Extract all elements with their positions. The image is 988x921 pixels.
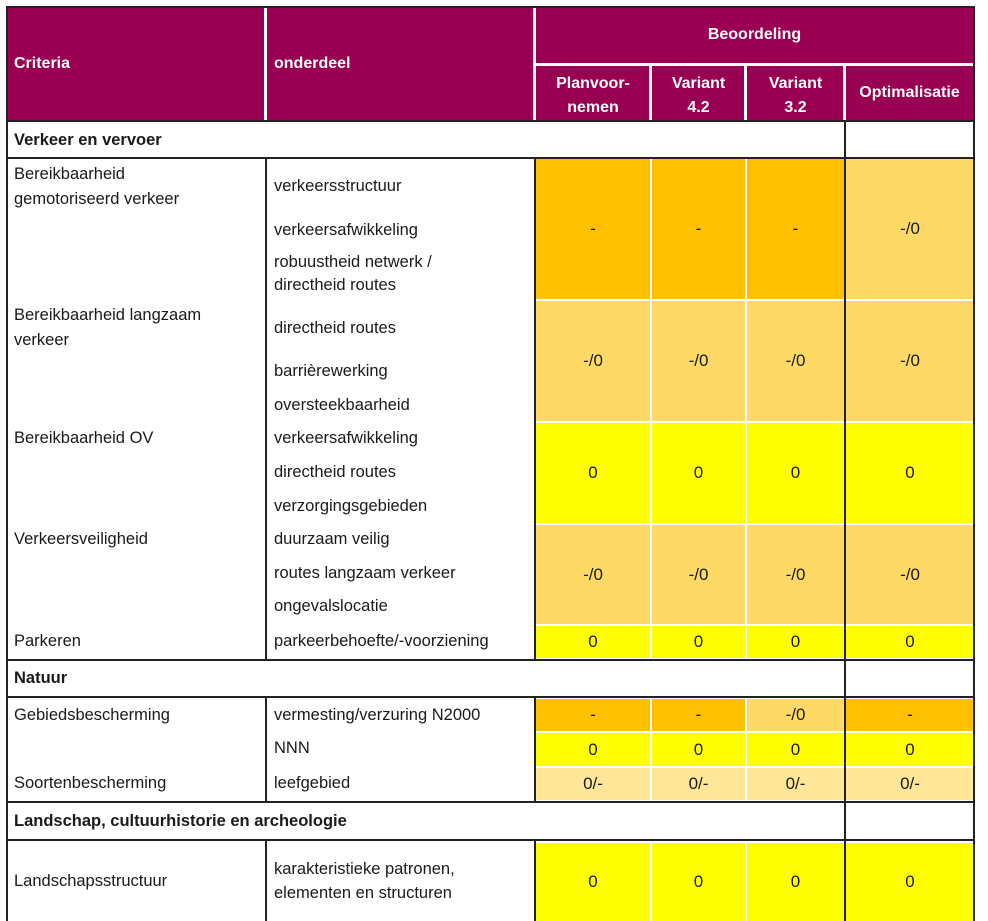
score-cell: 0 bbox=[652, 626, 745, 658]
score-cell: - bbox=[747, 159, 844, 299]
score-cell: -/0 bbox=[846, 525, 974, 624]
onderdeel-item: ongevalslocatie bbox=[274, 597, 388, 615]
header-planvoornemen: Planvoor- nemen bbox=[556, 75, 630, 116]
score-cell: 0/- bbox=[536, 768, 650, 800]
onderdeel-item: verkeersstructuur bbox=[274, 177, 402, 195]
score-cell: - bbox=[846, 699, 974, 731]
onderdeel-item: karakteristieke patronen, elementen en structuren bbox=[274, 860, 455, 902]
score-cell: - bbox=[652, 699, 745, 731]
score-cell: 0/- bbox=[846, 768, 974, 800]
onderdeel-item: directheid routes bbox=[274, 463, 396, 481]
onderdeel-item: verkeersafwikkeling bbox=[274, 429, 418, 447]
header-criteria: Criteria bbox=[14, 55, 71, 72]
onderdeel-item: directheid routes bbox=[274, 319, 396, 337]
header-variant-4-2: Variant 4.2 bbox=[671, 75, 726, 116]
score-cell: - bbox=[536, 159, 650, 299]
score-cell: -/0 bbox=[846, 301, 974, 421]
criteria-gebieds: Gebiedsbescherming bbox=[14, 706, 170, 724]
score-cell: 0 bbox=[652, 843, 745, 921]
onderdeel-item: leefgebied bbox=[274, 774, 351, 792]
onderdeel-item: parkeerbehoefte/-voorziening bbox=[274, 632, 489, 650]
header-onderdeel: onderdeel bbox=[274, 55, 351, 72]
score-cell: 0 bbox=[747, 626, 844, 658]
section-landschap: Landschap, cultuurhistorie en archeologie bbox=[14, 812, 347, 830]
criteria-bereik-ov: Bereikbaarheid OV bbox=[14, 429, 154, 447]
score-cell: - bbox=[536, 699, 650, 731]
criteria-landschapsstructuur: Landschapsstructuur bbox=[14, 872, 168, 890]
header-beoordeling: Beoordeling bbox=[707, 26, 802, 43]
score-cell: 0 bbox=[536, 843, 650, 921]
score-cell: 0/- bbox=[747, 768, 844, 800]
onderdeel-item: NNN bbox=[274, 739, 310, 757]
onderdeel-item: duurzaam veilig bbox=[274, 530, 390, 548]
onderdeel-item: robuustheid netwerk / directheid routes bbox=[274, 253, 432, 294]
score-cell: -/0 bbox=[747, 301, 844, 421]
score-cell: -/0 bbox=[652, 525, 745, 624]
score-cell: 0/- bbox=[652, 768, 745, 800]
score-cell: -/0 bbox=[536, 301, 650, 421]
section-verkeer: Verkeer en vervoer bbox=[14, 131, 162, 149]
header-optimalisatie: Optimalisatie bbox=[859, 84, 960, 101]
onderdeel-item: oversteekbaarheid bbox=[274, 396, 410, 414]
criteria-bereik-gemot: Bereikbaarheid gemotoriseerd verkeer bbox=[14, 165, 180, 208]
score-cell: 0 bbox=[747, 733, 844, 766]
score-cell: 0 bbox=[536, 423, 650, 523]
score-cell: - bbox=[652, 159, 745, 299]
score-cell: 0 bbox=[846, 843, 974, 921]
score-cell: -/0 bbox=[846, 159, 974, 299]
score-cell: 0 bbox=[846, 626, 974, 658]
onderdeel-item: verkeersafwikkeling bbox=[274, 221, 418, 239]
section-natuur: Natuur bbox=[14, 669, 68, 687]
score-cell: 0 bbox=[652, 423, 745, 523]
onderdeel-item: verzorgingsgebieden bbox=[274, 497, 428, 515]
score-cell: -/0 bbox=[536, 525, 650, 624]
criteria-parkeren: Parkeren bbox=[14, 632, 81, 650]
score-cell: -/0 bbox=[747, 525, 844, 624]
criteria-bereik-langzaam: Bereikbaarheid langzaam verkeer bbox=[14, 306, 202, 349]
onderdeel-item: vermesting/verzuring N2000 bbox=[274, 706, 481, 724]
score-cell: 0 bbox=[536, 626, 650, 658]
criteria-soorten: Soortenbescherming bbox=[14, 774, 167, 792]
score-cell: -/0 bbox=[747, 699, 844, 731]
score-cell: -/0 bbox=[652, 301, 745, 421]
onderdeel-item: routes langzaam verkeer bbox=[274, 564, 456, 582]
score-cell: 0 bbox=[536, 733, 650, 766]
onderdeel-item: barrièrewerking bbox=[274, 362, 388, 380]
score-cell: 0 bbox=[846, 733, 974, 766]
score-cell: 0 bbox=[652, 733, 745, 766]
header-variant-3-2: Variant 3.2 bbox=[768, 75, 823, 116]
criteria-veiligheid: Verkeersveiligheid bbox=[14, 530, 148, 548]
score-cell: 0 bbox=[846, 423, 974, 523]
score-cell: 0 bbox=[747, 843, 844, 921]
score-cell: 0 bbox=[747, 423, 844, 523]
